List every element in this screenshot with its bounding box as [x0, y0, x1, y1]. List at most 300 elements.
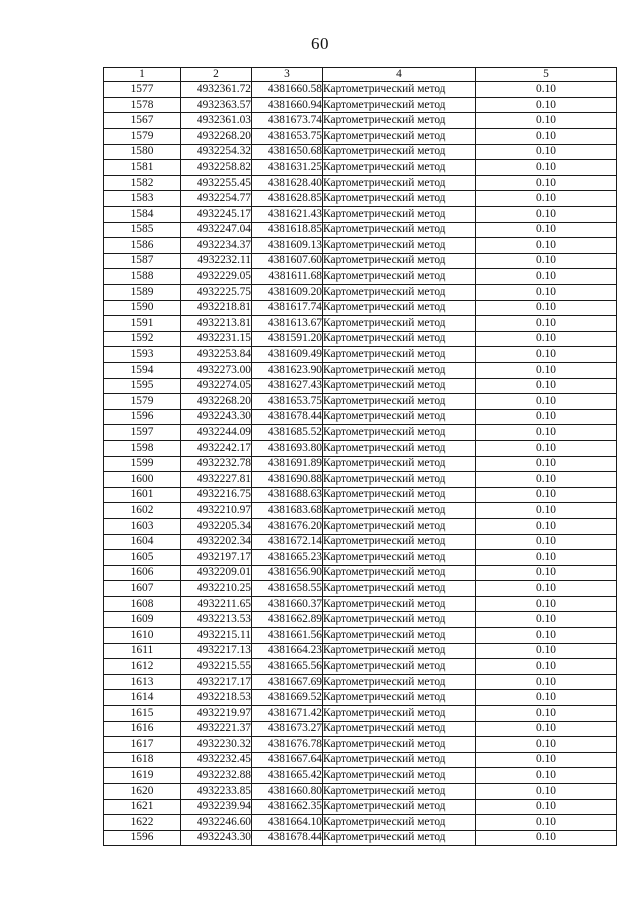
table-body — [104, 82, 617, 846]
x-coordinate-cell: 4932217.17 — [181, 674, 252, 690]
x-coordinate-cell: 4932210.25 — [181, 581, 252, 597]
table-row — [104, 596, 617, 612]
x-coordinate-cell: 4932232.11 — [181, 253, 252, 269]
point-number-cell: 1597 — [104, 425, 181, 441]
accuracy-cell: 0.10 — [476, 612, 617, 628]
point-number-cell: 1580 — [104, 144, 181, 160]
point-number-cell: 1619 — [104, 768, 181, 784]
x-coordinate-cell: 4932227.81 — [181, 472, 252, 488]
point-number-cell: 1578 — [104, 97, 181, 113]
point-number-cell: 1607 — [104, 581, 181, 597]
point-number-cell: 1603 — [104, 518, 181, 534]
method-cell: Картометрический метод — [323, 285, 476, 301]
y-coordinate-cell: 4381693.80 — [252, 440, 323, 456]
y-coordinate-cell: 4381609.20 — [252, 285, 323, 301]
accuracy-cell: 0.10 — [476, 113, 617, 129]
y-coordinate-cell: 4381617.74 — [252, 300, 323, 316]
point-number-cell: 1620 — [104, 784, 181, 800]
accuracy-cell: 0.10 — [476, 362, 617, 378]
x-coordinate-cell: 4932245.17 — [181, 207, 252, 223]
table-row — [104, 253, 617, 269]
accuracy-cell: 0.10 — [476, 97, 617, 113]
point-number-cell: 1588 — [104, 269, 181, 285]
y-coordinate-cell: 4381656.90 — [252, 565, 323, 581]
y-coordinate-cell: 4381690.88 — [252, 472, 323, 488]
accuracy-cell: 0.10 — [476, 737, 617, 753]
point-number-cell: 1616 — [104, 721, 181, 737]
point-number-cell: 1577 — [104, 82, 181, 98]
accuracy-cell: 0.10 — [476, 440, 617, 456]
accuracy-cell: 0.10 — [476, 487, 617, 503]
method-cell: Картометрический метод — [323, 331, 476, 347]
x-coordinate-cell: 4932213.53 — [181, 612, 252, 628]
y-coordinate-cell: 4381669.52 — [252, 690, 323, 706]
method-cell: Картометрический метод — [323, 628, 476, 644]
table-row — [104, 721, 617, 737]
y-coordinate-cell: 4381662.89 — [252, 612, 323, 628]
point-number-cell: 1608 — [104, 596, 181, 612]
y-coordinate-cell: 4381673.27 — [252, 721, 323, 737]
x-coordinate-cell: 4932197.17 — [181, 550, 252, 566]
y-coordinate-cell: 4381607.60 — [252, 253, 323, 269]
accuracy-cell: 0.10 — [476, 82, 617, 98]
point-number-cell: 1596 — [104, 409, 181, 425]
y-coordinate-cell: 4381627.43 — [252, 378, 323, 394]
x-coordinate-cell: 4932233.85 — [181, 784, 252, 800]
point-number-cell: 1617 — [104, 737, 181, 753]
y-coordinate-cell: 4381685.52 — [252, 425, 323, 441]
table-row — [104, 409, 617, 425]
x-coordinate-cell: 4932258.82 — [181, 160, 252, 176]
column-header-3: 3 — [252, 68, 323, 82]
table-row — [104, 129, 617, 145]
accuracy-cell: 0.10 — [476, 784, 617, 800]
point-number-cell: 1611 — [104, 643, 181, 659]
method-cell: Картометрический метод — [323, 565, 476, 581]
x-coordinate-cell: 4932210.97 — [181, 503, 252, 519]
accuracy-cell: 0.10 — [476, 238, 617, 254]
x-coordinate-cell: 4932229.05 — [181, 269, 252, 285]
method-cell: Картометрический метод — [323, 378, 476, 394]
method-cell: Картометрический метод — [323, 394, 476, 410]
table-row — [104, 830, 617, 846]
table-row — [104, 784, 617, 800]
method-cell: Картометрический метод — [323, 222, 476, 238]
method-cell: Картометрический метод — [323, 191, 476, 207]
method-cell: Картометрический метод — [323, 768, 476, 784]
table-row — [104, 487, 617, 503]
method-cell: Картометрический метод — [323, 815, 476, 831]
y-coordinate-cell: 4381611.68 — [252, 269, 323, 285]
accuracy-cell: 0.10 — [476, 690, 617, 706]
table-row — [104, 425, 617, 441]
method-cell: Картометрический метод — [323, 425, 476, 441]
table-row — [104, 565, 617, 581]
accuracy-cell: 0.10 — [476, 550, 617, 566]
method-cell: Картометрический метод — [323, 456, 476, 472]
x-coordinate-cell: 4932225.75 — [181, 285, 252, 301]
point-number-cell: 1606 — [104, 565, 181, 581]
x-coordinate-cell: 4932274.05 — [181, 378, 252, 394]
point-number-cell: 1601 — [104, 487, 181, 503]
y-coordinate-cell: 4381662.35 — [252, 799, 323, 815]
point-number-cell: 1585 — [104, 222, 181, 238]
y-coordinate-cell: 4381628.85 — [252, 191, 323, 207]
method-cell: Картометрический метод — [323, 300, 476, 316]
x-coordinate-cell: 4932244.09 — [181, 425, 252, 441]
y-coordinate-cell: 4381676.78 — [252, 737, 323, 753]
point-number-cell: 1618 — [104, 752, 181, 768]
y-coordinate-cell: 4381623.90 — [252, 362, 323, 378]
y-coordinate-cell: 4381665.42 — [252, 768, 323, 784]
method-cell: Картометрический метод — [323, 144, 476, 160]
accuracy-cell: 0.10 — [476, 160, 617, 176]
x-coordinate-cell: 4932254.77 — [181, 191, 252, 207]
accuracy-cell: 0.10 — [476, 503, 617, 519]
point-number-cell: 1589 — [104, 285, 181, 301]
point-number-cell: 1614 — [104, 690, 181, 706]
y-coordinate-cell: 4381658.55 — [252, 581, 323, 597]
x-coordinate-cell: 4932247.04 — [181, 222, 252, 238]
y-coordinate-cell: 4381660.94 — [252, 97, 323, 113]
accuracy-cell: 0.10 — [476, 799, 617, 815]
point-number-cell: 1592 — [104, 331, 181, 347]
y-coordinate-cell: 4381667.69 — [252, 674, 323, 690]
y-coordinate-cell: 4381621.43 — [252, 207, 323, 223]
method-cell: Картометрический метод — [323, 596, 476, 612]
y-coordinate-cell: 4381591.20 — [252, 331, 323, 347]
x-coordinate-cell: 4932219.97 — [181, 706, 252, 722]
x-coordinate-cell: 4932213.81 — [181, 316, 252, 332]
table-row — [104, 752, 617, 768]
point-number-cell: 1622 — [104, 815, 181, 831]
method-cell: Картометрический метод — [323, 316, 476, 332]
method-cell: Картометрический метод — [323, 472, 476, 488]
x-coordinate-cell: 4932217.13 — [181, 643, 252, 659]
point-number-cell: 1579 — [104, 394, 181, 410]
method-cell: Картометрический метод — [323, 643, 476, 659]
point-number-cell: 1600 — [104, 472, 181, 488]
x-coordinate-cell: 4932216.75 — [181, 487, 252, 503]
table-row — [104, 534, 617, 550]
table-row — [104, 815, 617, 831]
x-coordinate-cell: 4932202.34 — [181, 534, 252, 550]
y-coordinate-cell: 4381609.49 — [252, 347, 323, 363]
table-row — [104, 456, 617, 472]
x-coordinate-cell: 4932234.37 — [181, 238, 252, 254]
y-coordinate-cell: 4381688.63 — [252, 487, 323, 503]
y-coordinate-cell: 4381609.13 — [252, 238, 323, 254]
point-number-cell: 1596 — [104, 830, 181, 846]
y-coordinate-cell: 4381653.75 — [252, 394, 323, 410]
table-row — [104, 285, 617, 301]
accuracy-cell: 0.10 — [476, 207, 617, 223]
accuracy-cell: 0.10 — [476, 721, 617, 737]
point-number-cell: 1605 — [104, 550, 181, 566]
accuracy-cell: 0.10 — [476, 222, 617, 238]
point-number-cell: 1610 — [104, 628, 181, 644]
point-number-cell: 1612 — [104, 659, 181, 675]
method-cell: Картометрический метод — [323, 207, 476, 223]
method-cell: Картометрический метод — [323, 674, 476, 690]
accuracy-cell: 0.10 — [476, 269, 617, 285]
accuracy-cell: 0.10 — [476, 347, 617, 363]
column-header-5: 5 — [476, 68, 617, 82]
table-row — [104, 581, 617, 597]
y-coordinate-cell: 4381665.23 — [252, 550, 323, 566]
accuracy-cell: 0.10 — [476, 144, 617, 160]
point-number-cell: 1595 — [104, 378, 181, 394]
method-cell: Картометрический метод — [323, 503, 476, 519]
y-coordinate-cell: 4381691.89 — [252, 456, 323, 472]
table-row — [104, 518, 617, 534]
table-row — [104, 238, 617, 254]
table-row — [104, 440, 617, 456]
table-row — [104, 659, 617, 675]
x-coordinate-cell: 4932218.53 — [181, 690, 252, 706]
table-row — [104, 160, 617, 176]
accuracy-cell: 0.10 — [476, 300, 617, 316]
x-coordinate-cell: 4932232.45 — [181, 752, 252, 768]
x-coordinate-cell: 4932268.20 — [181, 129, 252, 145]
method-cell: Картометрический метод — [323, 799, 476, 815]
y-coordinate-cell: 4381678.44 — [252, 409, 323, 425]
y-coordinate-cell: 4381667.64 — [252, 752, 323, 768]
method-cell: Картометрический метод — [323, 550, 476, 566]
point-number-cell: 1587 — [104, 253, 181, 269]
table-row — [104, 706, 617, 722]
table-row — [104, 269, 617, 285]
x-coordinate-cell: 4932230.32 — [181, 737, 252, 753]
table-row — [104, 207, 617, 223]
x-coordinate-cell: 4932254.32 — [181, 144, 252, 160]
method-cell: Картометрический метод — [323, 175, 476, 191]
point-number-cell: 1594 — [104, 362, 181, 378]
y-coordinate-cell: 4381660.58 — [252, 82, 323, 98]
accuracy-cell: 0.10 — [476, 456, 617, 472]
x-coordinate-cell: 4932215.11 — [181, 628, 252, 644]
table-row — [104, 674, 617, 690]
accuracy-cell: 0.10 — [476, 596, 617, 612]
method-cell: Картометрический метод — [323, 113, 476, 129]
accuracy-cell: 0.10 — [476, 581, 617, 597]
page-number: 60 — [311, 34, 329, 53]
point-number-cell: 1602 — [104, 503, 181, 519]
point-number-cell: 1583 — [104, 191, 181, 207]
accuracy-cell: 0.10 — [476, 253, 617, 269]
y-coordinate-cell: 4381673.74 — [252, 113, 323, 129]
y-coordinate-cell: 4381664.23 — [252, 643, 323, 659]
point-number-cell: 1584 — [104, 207, 181, 223]
table-row — [104, 316, 617, 332]
table-row — [104, 378, 617, 394]
table-row — [104, 612, 617, 628]
column-header-4: 4 — [323, 68, 476, 82]
y-coordinate-cell: 4381664.10 — [252, 815, 323, 831]
point-number-cell: 1609 — [104, 612, 181, 628]
x-coordinate-cell: 4932218.81 — [181, 300, 252, 316]
x-coordinate-cell: 4932211.65 — [181, 596, 252, 612]
accuracy-cell: 0.10 — [476, 285, 617, 301]
method-cell: Картометрический метод — [323, 409, 476, 425]
accuracy-cell: 0.10 — [476, 175, 617, 191]
y-coordinate-cell: 4381660.37 — [252, 596, 323, 612]
x-coordinate-cell: 4932209.01 — [181, 565, 252, 581]
point-number-cell: 1593 — [104, 347, 181, 363]
y-coordinate-cell: 4381661.56 — [252, 628, 323, 644]
x-coordinate-cell: 4932221.37 — [181, 721, 252, 737]
point-number-cell: 1567 — [104, 113, 181, 129]
method-cell: Картометрический метод — [323, 347, 476, 363]
point-number-cell: 1581 — [104, 160, 181, 176]
accuracy-cell: 0.10 — [476, 752, 617, 768]
method-cell: Картометрический метод — [323, 97, 476, 113]
table-row — [104, 82, 617, 98]
method-cell: Картометрический метод — [323, 706, 476, 722]
y-coordinate-cell: 4381653.75 — [252, 129, 323, 145]
y-coordinate-cell: 4381650.68 — [252, 144, 323, 160]
column-header-1: 1 — [104, 68, 181, 82]
method-cell: Картометрический метод — [323, 269, 476, 285]
accuracy-cell: 0.10 — [476, 628, 617, 644]
method-cell: Картометрический метод — [323, 690, 476, 706]
method-cell: Картометрический метод — [323, 581, 476, 597]
x-coordinate-cell: 4932243.30 — [181, 830, 252, 846]
method-cell: Картометрический метод — [323, 752, 476, 768]
point-number-cell: 1590 — [104, 300, 181, 316]
point-number-cell: 1579 — [104, 129, 181, 145]
x-coordinate-cell: 4932255.45 — [181, 175, 252, 191]
point-number-cell: 1598 — [104, 440, 181, 456]
table-row — [104, 222, 617, 238]
accuracy-cell: 0.10 — [476, 565, 617, 581]
y-coordinate-cell: 4381678.44 — [252, 830, 323, 846]
y-coordinate-cell: 4381683.68 — [252, 503, 323, 519]
y-coordinate-cell: 4381631.25 — [252, 160, 323, 176]
accuracy-cell: 0.10 — [476, 394, 617, 410]
method-cell: Картометрический метод — [323, 534, 476, 550]
x-coordinate-cell: 4932231.15 — [181, 331, 252, 347]
accuracy-cell: 0.10 — [476, 129, 617, 145]
method-cell: Картометрический метод — [323, 737, 476, 753]
header-row — [104, 68, 617, 82]
x-coordinate-cell: 4932232.78 — [181, 456, 252, 472]
method-cell: Картометрический метод — [323, 612, 476, 628]
x-coordinate-cell: 4932246.60 — [181, 815, 252, 831]
x-coordinate-cell: 4932239.94 — [181, 799, 252, 815]
table-row — [104, 799, 617, 815]
y-coordinate-cell: 4381672.14 — [252, 534, 323, 550]
table-row — [104, 331, 617, 347]
table-row — [104, 347, 617, 363]
accuracy-cell: 0.10 — [476, 830, 617, 846]
method-cell: Картометрический метод — [323, 518, 476, 534]
table-row — [104, 472, 617, 488]
x-coordinate-cell: 4932243.30 — [181, 409, 252, 425]
point-number-cell: 1599 — [104, 456, 181, 472]
y-coordinate-cell: 4381628.40 — [252, 175, 323, 191]
accuracy-cell: 0.10 — [476, 534, 617, 550]
accuracy-cell: 0.10 — [476, 331, 617, 347]
accuracy-cell: 0.10 — [476, 518, 617, 534]
accuracy-cell: 0.10 — [476, 425, 617, 441]
x-coordinate-cell: 4932253.84 — [181, 347, 252, 363]
accuracy-cell: 0.10 — [476, 316, 617, 332]
accuracy-cell: 0.10 — [476, 674, 617, 690]
table-row — [104, 550, 617, 566]
y-coordinate-cell: 4381676.20 — [252, 518, 323, 534]
y-coordinate-cell: 4381671.42 — [252, 706, 323, 722]
method-cell: Картометрический метод — [323, 160, 476, 176]
table-row — [104, 175, 617, 191]
table-row — [104, 97, 617, 113]
table-row — [104, 503, 617, 519]
y-coordinate-cell: 4381618.85 — [252, 222, 323, 238]
method-cell: Картометрический метод — [323, 830, 476, 846]
y-coordinate-cell: 4381613.67 — [252, 316, 323, 332]
x-coordinate-cell: 4932363.57 — [181, 97, 252, 113]
point-number-cell: 1604 — [104, 534, 181, 550]
accuracy-cell: 0.10 — [476, 643, 617, 659]
column-header-2: 2 — [181, 68, 252, 82]
point-number-cell: 1613 — [104, 674, 181, 690]
x-coordinate-cell: 4932273.00 — [181, 362, 252, 378]
method-cell: Картометрический метод — [323, 253, 476, 269]
accuracy-cell: 0.10 — [476, 472, 617, 488]
method-cell: Картометрический метод — [323, 362, 476, 378]
table-row — [104, 643, 617, 659]
x-coordinate-cell: 4932232.88 — [181, 768, 252, 784]
x-coordinate-cell: 4932361.72 — [181, 82, 252, 98]
coordinates-table — [103, 67, 617, 846]
method-cell: Картометрический метод — [323, 487, 476, 503]
table-row — [104, 362, 617, 378]
point-number-cell: 1591 — [104, 316, 181, 332]
table-row — [104, 394, 617, 410]
accuracy-cell: 0.10 — [476, 409, 617, 425]
method-cell: Картометрический метод — [323, 129, 476, 145]
table-row — [104, 191, 617, 207]
accuracy-cell: 0.10 — [476, 768, 617, 784]
table-row — [104, 690, 617, 706]
accuracy-cell: 0.10 — [476, 659, 617, 675]
point-number-cell: 1582 — [104, 175, 181, 191]
table-row — [104, 737, 617, 753]
method-cell: Картометрический метод — [323, 440, 476, 456]
y-coordinate-cell: 4381660.80 — [252, 784, 323, 800]
table-row — [104, 300, 617, 316]
point-number-cell: 1586 — [104, 238, 181, 254]
method-cell: Картометрический метод — [323, 82, 476, 98]
accuracy-cell: 0.10 — [476, 815, 617, 831]
x-coordinate-cell: 4932242.17 — [181, 440, 252, 456]
method-cell: Картометрический метод — [323, 238, 476, 254]
accuracy-cell: 0.10 — [476, 191, 617, 207]
table-row — [104, 113, 617, 129]
accuracy-cell: 0.10 — [476, 378, 617, 394]
table-row — [104, 144, 617, 160]
accuracy-cell: 0.10 — [476, 706, 617, 722]
x-coordinate-cell: 4932361.03 — [181, 113, 252, 129]
x-coordinate-cell: 4932268.20 — [181, 394, 252, 410]
point-number-cell: 1621 — [104, 799, 181, 815]
method-cell: Картометрический метод — [323, 659, 476, 675]
table-row — [104, 628, 617, 644]
method-cell: Картометрический метод — [323, 721, 476, 737]
method-cell: Картометрический метод — [323, 784, 476, 800]
table-row — [104, 768, 617, 784]
x-coordinate-cell: 4932215.55 — [181, 659, 252, 675]
